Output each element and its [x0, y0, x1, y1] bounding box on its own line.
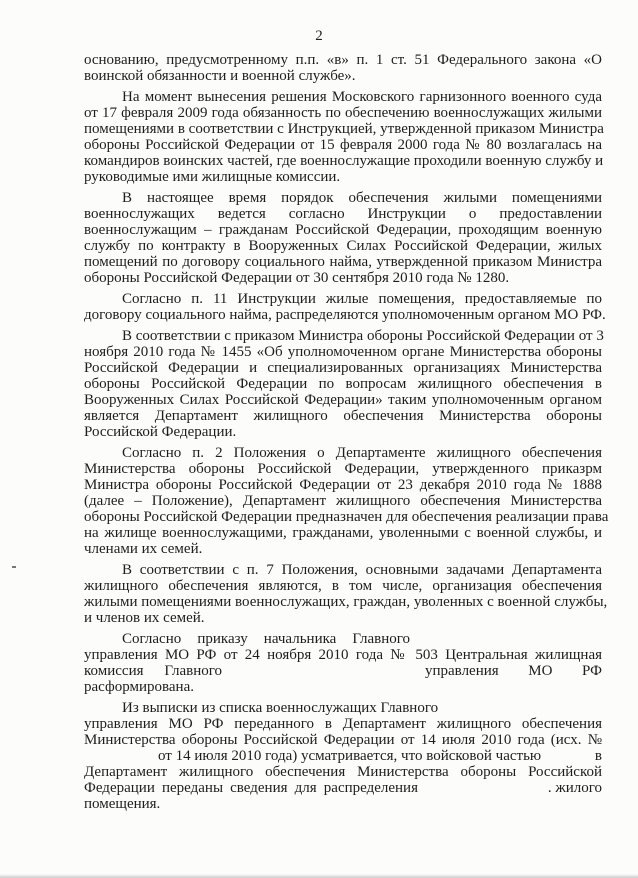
text-line: службу по контракту в Вооруженных Силах Российской Федерации, жилых	[84, 238, 602, 254]
text-line: является Департамент жилищного обеспечения Министерства обороны	[84, 408, 602, 424]
text-line: и членов их семей.	[84, 610, 205, 626]
text-line: В соответствии с п. 7 Положения, основными задачами Департамента	[122, 562, 602, 578]
text-segment: от 14 июля 2010 года) усматривается, что войсковой частью	[158, 748, 542, 764]
paragraph	[84, 52, 602, 84]
text-segment: управления МО РФ	[425, 663, 602, 679]
paragraph	[84, 631, 602, 695]
paragraph	[84, 89, 602, 185]
text-line: (далее – Положение), Департамент жилищного обеспечения Министерства	[84, 493, 602, 509]
document-body	[84, 52, 609, 817]
text-line: договору социального найма, распределяются уполномоченным органом МО РФ.	[84, 307, 606, 323]
text-line: руководимые ими жилищные комиссии.	[84, 169, 341, 185]
text-line	[84, 748, 602, 764]
text-line: жилыми помещениями военнослужащих, граждан, уволенных с военной службы,	[84, 594, 608, 610]
text-line: воинской обязанности и военной службе».	[84, 68, 356, 84]
text-line: обороны Российской Федерации от 15 февраля 2000 года № 80 возлагалась на	[84, 137, 602, 153]
text-line: обороны Российской Федерации по вопросам жилищного обеспечения в	[84, 376, 602, 392]
paragraph	[84, 445, 609, 557]
text-line: Министерства обороны Российской Федерации, утвержденного приказрм	[84, 461, 602, 477]
text-segment: в	[594, 748, 602, 764]
text-line: В настоящее время порядок обеспечения жилыми помещениями	[122, 190, 602, 206]
paragraph	[84, 700, 602, 812]
scan-artifact	[12, 566, 16, 568]
text-segment: комиссия Главного	[84, 663, 222, 679]
page-edge	[0, 874, 638, 878]
text-line: основанию, предусмотренному п.п. «в» п. 1 ст. 51 Федерального закона «О	[84, 52, 602, 68]
text-line: В соответствии с приказом Министра обороны Российской Федерации от 3	[122, 328, 604, 344]
text-line: помещениями в соответствии с Инструкцией, утвержденной приказом Министра	[84, 121, 604, 137]
text-line: Согласно п. 2 Положения о Департаменте жилищного обеспечения	[122, 445, 602, 461]
text-segment: . жилого	[547, 780, 602, 796]
text-line: военнослужащих ведется согласно Инструкции о предоставлении	[84, 206, 602, 222]
text-line: Российской Федерации и специализированных организациях Министерства	[84, 360, 602, 376]
text-line	[84, 780, 602, 796]
paragraph	[84, 190, 602, 286]
text-line: Из выписки из списка военнослужащих Главного	[122, 700, 439, 716]
text-line: Согласно п. 11 Инструкции жилые помещения, предоставляемые по	[122, 291, 602, 307]
text-line: помещения.	[84, 796, 161, 812]
text-line: расформирована.	[84, 679, 194, 695]
text-line: военнослужащим – гражданам Российской Федерации, проходящим военную	[84, 222, 602, 238]
text-line: управления МО РФ от 24 ноября 2010 года № 503 Центральная жилищная	[84, 647, 602, 663]
text-line: Министерства обороны Российской Федерации от 14 июля 2010 года (исх. №	[84, 732, 602, 748]
text-line: помещений по договору социального найма, утвержденной приказом Министра	[84, 254, 602, 270]
text-line: На момент вынесения решения Московского гарнизонного военного суда	[122, 89, 602, 105]
paragraph	[84, 562, 608, 626]
text-segment: Федерации переданы сведения для распределения	[84, 780, 418, 796]
text-line: Вооруженных Силах Российской Федерации» таким уполномоченным органом	[84, 392, 602, 408]
text-line	[84, 631, 602, 647]
text-line: командиров воинских частей, где военнослужащие проходили военную службу и	[84, 153, 604, 169]
text-line: управления МО РФ переданного в Департамент жилищного обеспечения	[84, 716, 602, 732]
text-line: Министра обороны Российской Федерации от 23 декабря 2010 года № 1888	[84, 477, 602, 493]
text-line	[84, 663, 602, 679]
page-number: 2	[315, 28, 323, 44]
text-line: Российской Федерации.	[84, 424, 237, 440]
paragraph	[84, 291, 606, 323]
text-line: от 17 февраля 2009 года обязанность по обеспечению военнослужащих жилыми	[84, 105, 602, 121]
text-segment: Согласно приказу начальника Главного	[122, 631, 410, 647]
text-line: ноября 2010 года № 1455 «Об уполномоченном органе Министерства обороны	[84, 344, 602, 360]
text-line: на жилище военнослужащими, гражданами, уволенными с военной службы, и	[84, 525, 602, 541]
text-line: обороны Российской Федерации предназначен для обеспечения реализации права	[84, 509, 609, 525]
text-line: обороны Российской Федерации от 30 сентября 2010 года № 1280.	[84, 270, 510, 286]
text-line: жилищного обеспечения являются, в том числе, организация обеспечения	[84, 578, 602, 594]
paragraph	[84, 328, 602, 440]
text-line: членами их семей.	[84, 541, 203, 557]
text-line: Департамент жилищного обеспечения Министерства обороны Российской	[84, 764, 602, 780]
